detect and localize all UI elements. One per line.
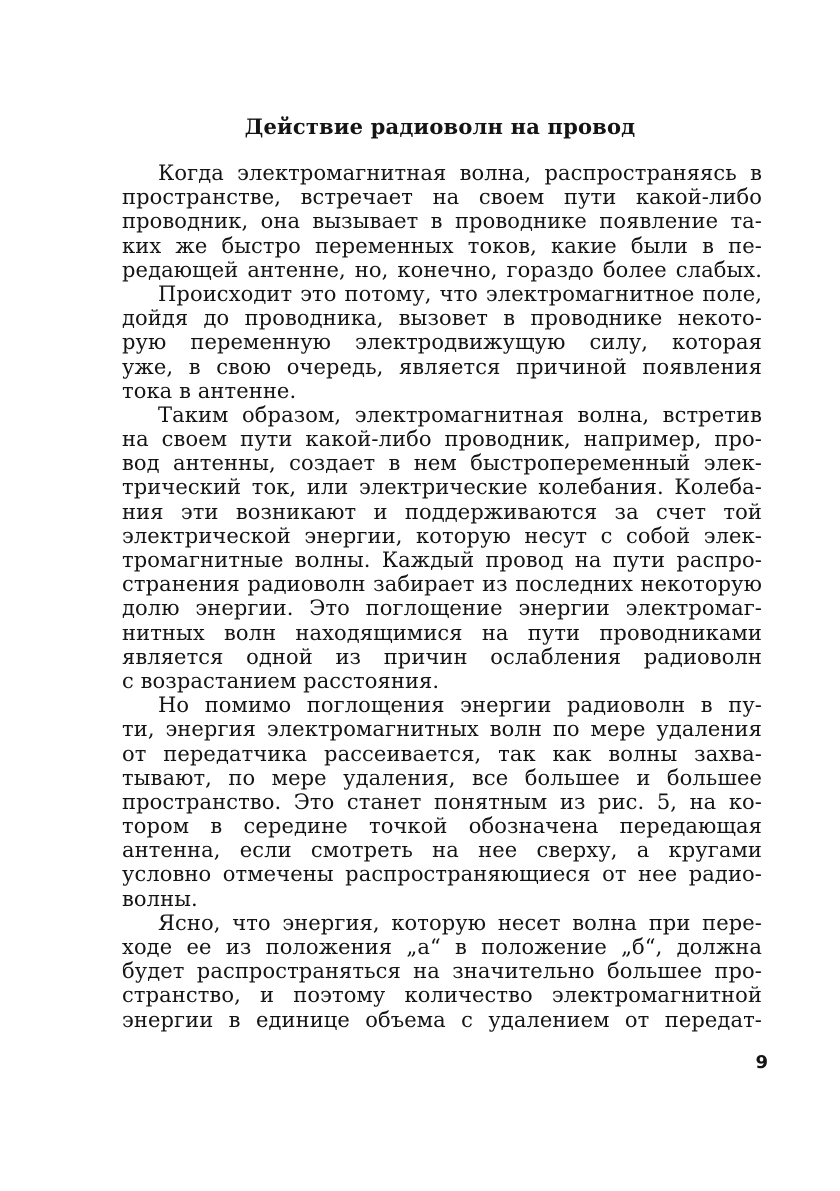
text-line: антенна, если смотреть на нее сверху, а кругами (122, 838, 762, 863)
text-line: ких же быстро переменных токов, какие были в пе- (122, 233, 762, 258)
text-line: условно отмечены распространяющиеся от нее радио- (122, 862, 762, 887)
text-line: Происходит это потому, что электромагнитное поле, (158, 281, 762, 306)
page-number: 9 (755, 1052, 768, 1073)
text-line: электрической энергии, которую несут с собой элек- (122, 523, 762, 548)
section-title: Действие радиоволн на провод (244, 114, 636, 139)
text-line: на своем пути какой-либо проводник, например, про- (122, 427, 762, 452)
text-line: с возрастанием расстояния. (122, 668, 440, 693)
text-line: ходе ее из положения „а“ в положение „б“, должна (122, 935, 762, 959)
text-line: будет распространяться на значительно большее про- (122, 959, 762, 984)
text-line: проводник, она вызывает в проводнике появление та- (122, 209, 762, 234)
paragraph-1 (122, 161, 762, 282)
text-line: вод антенны, создает в нем быстропеременный элек- (122, 451, 762, 476)
text-line: энергии в единице объема с удалением от передат- (122, 1007, 762, 1032)
text-line: тромагнитные волны. Каждый провод на пути распро- (122, 548, 762, 572)
text-line: странения радиоволн забирает из последних некоторую (122, 572, 762, 597)
text-line: Когда электромагнитная волна, распространяясь в (158, 161, 762, 185)
text-line: ти, энергия электромагнитных волн по мере удаления (122, 717, 762, 742)
paragraph-2 (122, 282, 762, 403)
text-line: нитных волн находящимися на пути проводниками (122, 620, 762, 645)
text-line: ния эти возникают и поддерживаются за счет той (122, 499, 762, 524)
text-line: тывают, по мере удаления, все большее и большее (122, 765, 762, 790)
text-line: от передатчика рассеивается, так как волны захва- (122, 741, 762, 766)
paragraph-4 (122, 693, 762, 911)
text-line: тока в антенне. (122, 378, 297, 403)
text-line: Но помимо поглощения энергии радиоволн в пу- (158, 693, 762, 718)
text-line: Таким образом, электромагнитная волна, встретив (158, 402, 762, 427)
text-line: тором в середине точкой обозначена передающая (122, 814, 762, 839)
text-line: пространстве, встречает на своем пути какой-либо (122, 185, 762, 210)
text-line: долю энергии. Это поглощение энергии электромаг- (122, 596, 762, 621)
text-line: уже, в свою очередь, является причиной появления (122, 354, 762, 379)
text-line: рую переменную электродвижущую силу, которая (122, 330, 762, 355)
text-line: является одной из причин ослабления радиоволн (122, 644, 762, 669)
body-text (122, 161, 762, 1032)
text-line: Ясно, что энергия, которую несет волна при пере- (158, 910, 762, 935)
text-line: дойдя до проводника, вызовет в проводнике некото- (122, 306, 762, 331)
text-line: волны. (122, 886, 198, 911)
text-line: редающей антенне, но, конечно, гораздо более слабых. (122, 257, 762, 282)
paragraph-3 (122, 403, 762, 693)
text-line: трический ток, или электрические колебания. Колеба- (122, 475, 762, 500)
paragraph-5 (122, 911, 762, 1032)
text-line: пространство. Это станет понятным из рис. 5, на ко- (122, 789, 762, 814)
text-line: странство, и поэтому количество электромагнитной (122, 983, 762, 1008)
